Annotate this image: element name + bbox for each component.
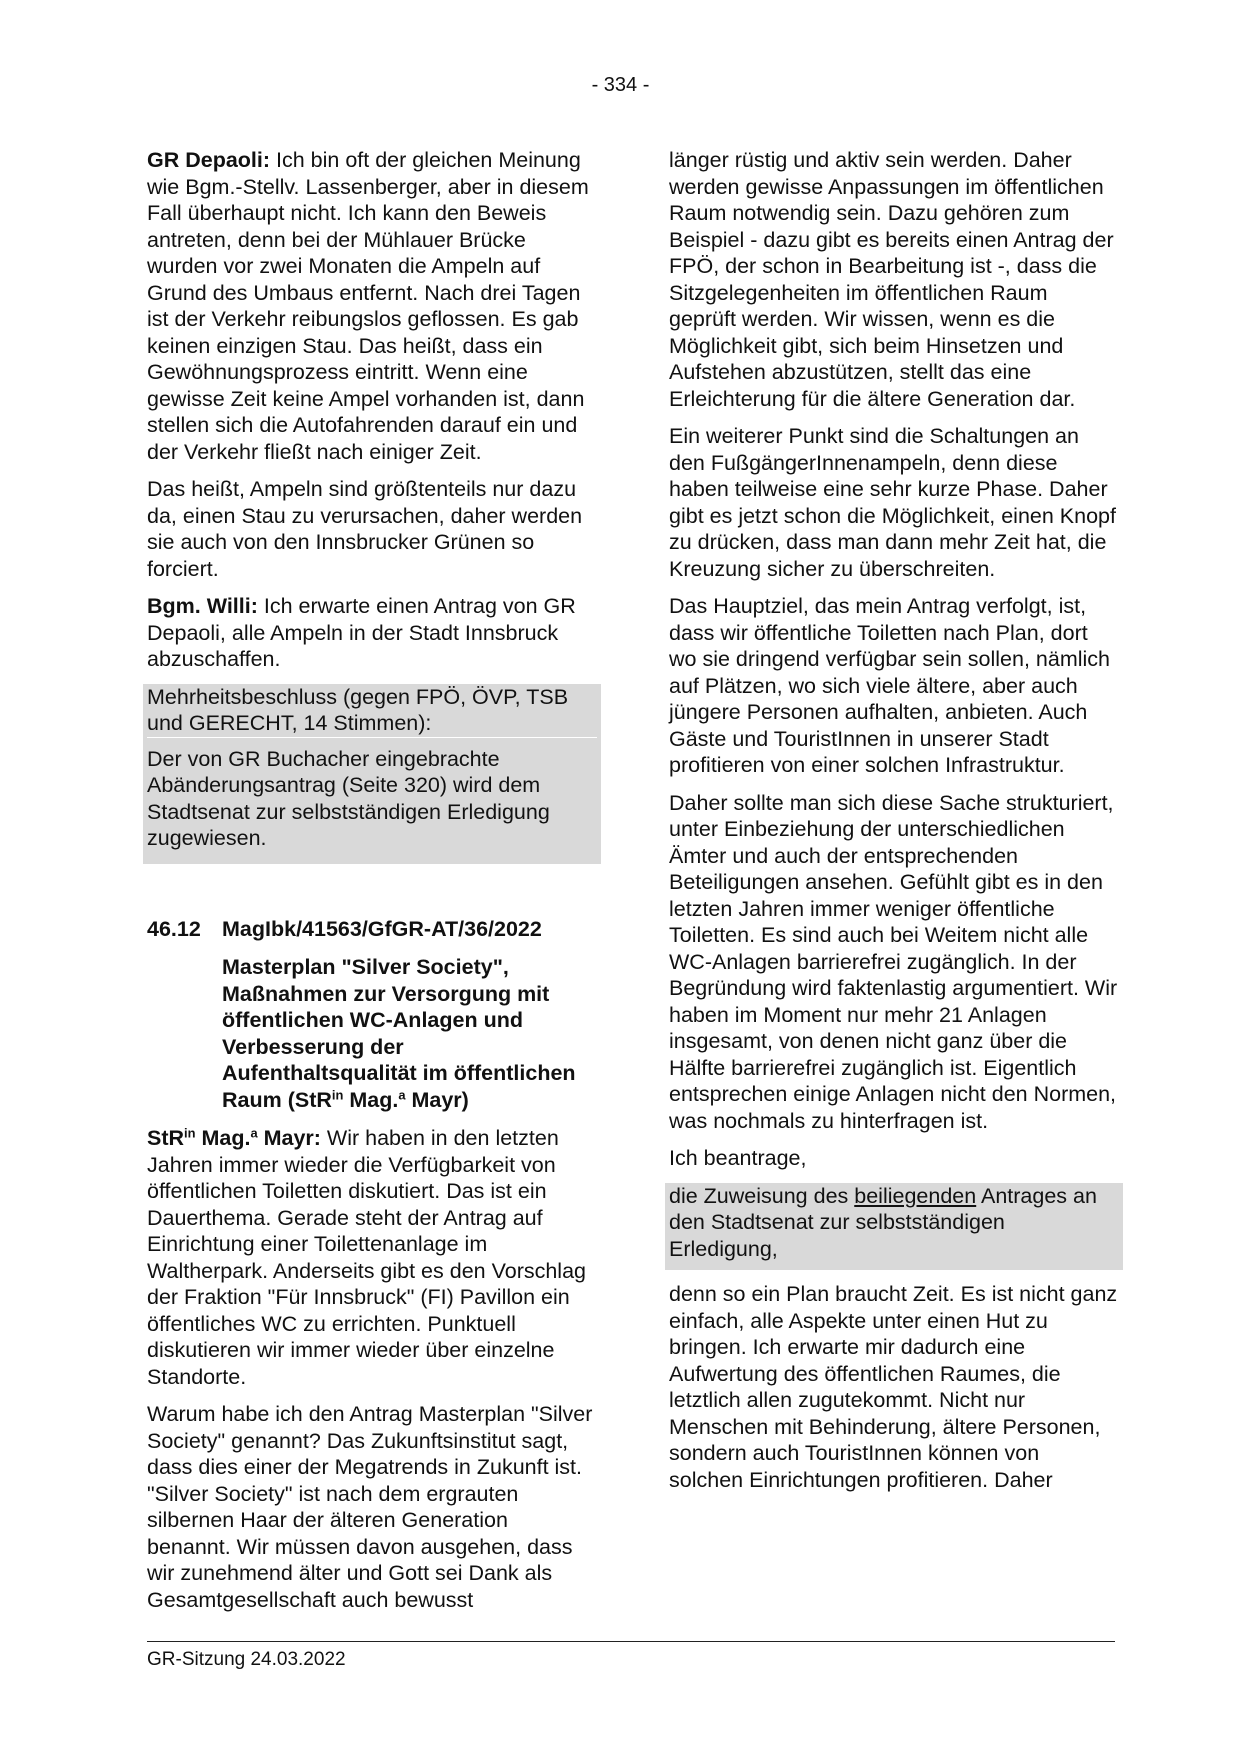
motion-part: die Zuweisung des [669,1183,855,1208]
speaker-part: Mayr: [257,1126,321,1150]
speaker-part: StR [147,1126,185,1150]
agenda-item-number: 46.12 [147,916,201,941]
page-number: - 334 - [591,74,650,96]
title-part: Masterplan "Silver Society", Maßnahmen zur Versorgung mit öffentlichen WC-Anlagen und Verbesserung der Aufenthaltsqualität im öffentlichen Raum (StR [222,955,576,1112]
agenda-item-title [222,954,597,1113]
resolution-box [143,684,601,864]
title-part: Mag. [343,1087,399,1112]
paragraph: Ein weiterer Punkt sind die Schaltungen an den FußgängerInnenampeln, denn diese haben teilweise eine sehr kurze Phase. Daher gibt es jetzt schon die Möglichkeit, einen Knopf zu drücken, dass man dann mehr Zeit hat, die Kreuzung sicher zu überschreiten. [669,424,1116,581]
paragraph-text: Ich erwarte einen Antrag von GR Depaoli, alle Ampeln in der Stadt Innsbruck abzuschaffen. [147,594,576,671]
motion-text [669,1183,1119,1271]
paragraph [147,147,597,465]
footer-divider [147,1641,1115,1642]
speaker-name [147,1126,321,1150]
paragraph: denn so ein Plan braucht Zeit. Es ist nicht ganz einfach, alle Aspekte unter einen Hut zu bringen. Ich erwarte mir dadurch eine Aufwertung des öffentlichen Raumes, die letztlich allen zugutekommt. Nicht nur Menschen mit Behinderung, ältere Personen, sondern auch TouristInnen können von solchen Einrichtungen profitieren. Daher [669,1282,1118,1492]
paragraph: Warum habe ich den Antrag Masterplan "Silver Society" genannt? Das Zukunftsinstitut sagt, dass dies einer der Megatrends in Zukunft ist. "Silver Society" ist nach dem ergrauten silbernen Haar der älteren Generation benannt. Wir müssen davon ausgehen, dass wir zunehmend älter und Gott sei Dank als Gesamtgesellschaft auch bewusst [147,1402,593,1612]
resolution-text: Der von GR Buchacher eingebrachte Abänderungsantrag (Seite 320) wird dem Stadtsenat zur selbstständigen Erledigung zugewiesen. [147,746,550,850]
footer-text: GR-Sitzung 24.03.2022 [147,1649,346,1670]
agenda-item-reference: MagIbk/41563/GfGR-AT/36/2022 [222,916,542,941]
speaker-part: Mag. [195,1126,251,1150]
left-column [147,147,597,1624]
motion-part: Antrages an den Stadtsenat zur selbstständigen Erledigung, [669,1183,1097,1261]
motion-underlined: beiliegenden [854,1183,977,1208]
paragraph-text: Ich bin oft der gleichen Meinung wie Bgm.-Stellv. Lassenberger, aber in diesem Fall überhaupt nicht. Ich kann den Beweis antreten, denn bei der Mühlauer Brücke wurden vor zwei Monaten die Ampeln auf Grund des Umbaus entfernt. Nach drei Tagen ist der Verkehr reibungslos geflossen. Es gab keinen einzigen Stau. Das heißt, dass ein Gewöhnungsprozess eintritt. Wenn eine gewisse Zeit keine Ampel vorhanden ist, dann stellen sich die Autofahrenden darauf ein und der Verkehr fließt nach einiger Zeit. [147,148,589,464]
speaker-name: GR Depaoli: [147,148,271,172]
title-sup: in [331,1086,344,1102]
agenda-item-header [147,916,597,943]
title-sup: a [398,1086,406,1102]
speaker-sup: in [184,1125,196,1141]
paragraph: Das heißt, Ampeln sind größtenteils nur dazu da, einen Stau zu verursachen, daher werden sie auch von den Innsbrucker Grünen so forciert. [147,477,583,581]
paragraph: länger rüstig und aktiv sein werden. Daher werden gewisse Anpassungen im öffentlichen Raum notwendig sein. Dazu gehören zum Beispiel - dazu gibt es bereits einen Antrag der FPÖ, der schon in Bearbeitung ist -, dass die Sitzgelegenheiten im öffentlichen Raum geprüft werden. Wir wissen, wenn es die Möglichkeit gibt, sich beim Hinsetzen und Aufstehen abzustützen, stellt das eine Erleichterung für die ältere Generation dar. [669,148,1114,411]
paragraph-text: Wir haben in den letzten Jahren immer wieder die Verfügbarkeit von öffentlichen Toiletten diskutiert. Das ist ein Dauerthema. Gerade steht der Antrag auf Einrichtung einer Toilettenanlage im Waltherpark. Anderseits gibt es den Vorschlag der Fraktion "Für Innsbruck" (FI) Pavillon ein öffentliches WC zu errichten. Punktuell diskutieren wir immer wieder über einzelne Standorte. [147,1126,586,1389]
paragraph: Das Hauptziel, das mein Antrag verfolgt, ist, dass wir öffentliche Toiletten nach Plan, dort wo sie dringend verfügbar sein sollen, nämlich auf Plätzen, wo sich viele ältere, aber auch jüngere Personen aufhalten, anbieten. Auch Gäste und TouristInnen in unserer Stadt profitieren von einer solchen Infrastruktur. [669,594,1110,777]
speaker-sup: a [250,1125,258,1141]
title-part: Mayr) [405,1087,469,1112]
speaker-name: Bgm. Willi: [147,594,258,618]
right-column [669,147,1119,1504]
paragraph: Daher sollte man sich diese Sache strukturiert, unter Einbeziehung der unterschiedlichen Ämter und auch der entsprechenden Beteiligungen ansehen. Gefühlt gibt es in den letzten Jahren immer weniger öffentliche Toiletten. Es sind auch bei Weitem nicht alle WC-Anlagen barrierefrei zugänglich. In der Begründung wird faktenlastig argumentiert. Wir haben im Moment nur mehr 21 Anlagen insgesamt, von denen nicht ganz über die Hälfte barrierefrei zugänglich ist. Eigentlich entsprechen einige Anlagen nicht den Normen, was nochmals zu hinterfragen ist. [669,790,1118,1133]
paragraph: Ich beantrage, [669,1146,807,1170]
paragraph [147,593,597,673]
motion-box [665,1183,1123,1271]
paragraph [147,1125,597,1390]
resolution-vote: Mehrheitsbeschluss (gegen FPÖ, ÖVP, TSB und GERECHT, 14 Stimmen): [147,684,597,738]
